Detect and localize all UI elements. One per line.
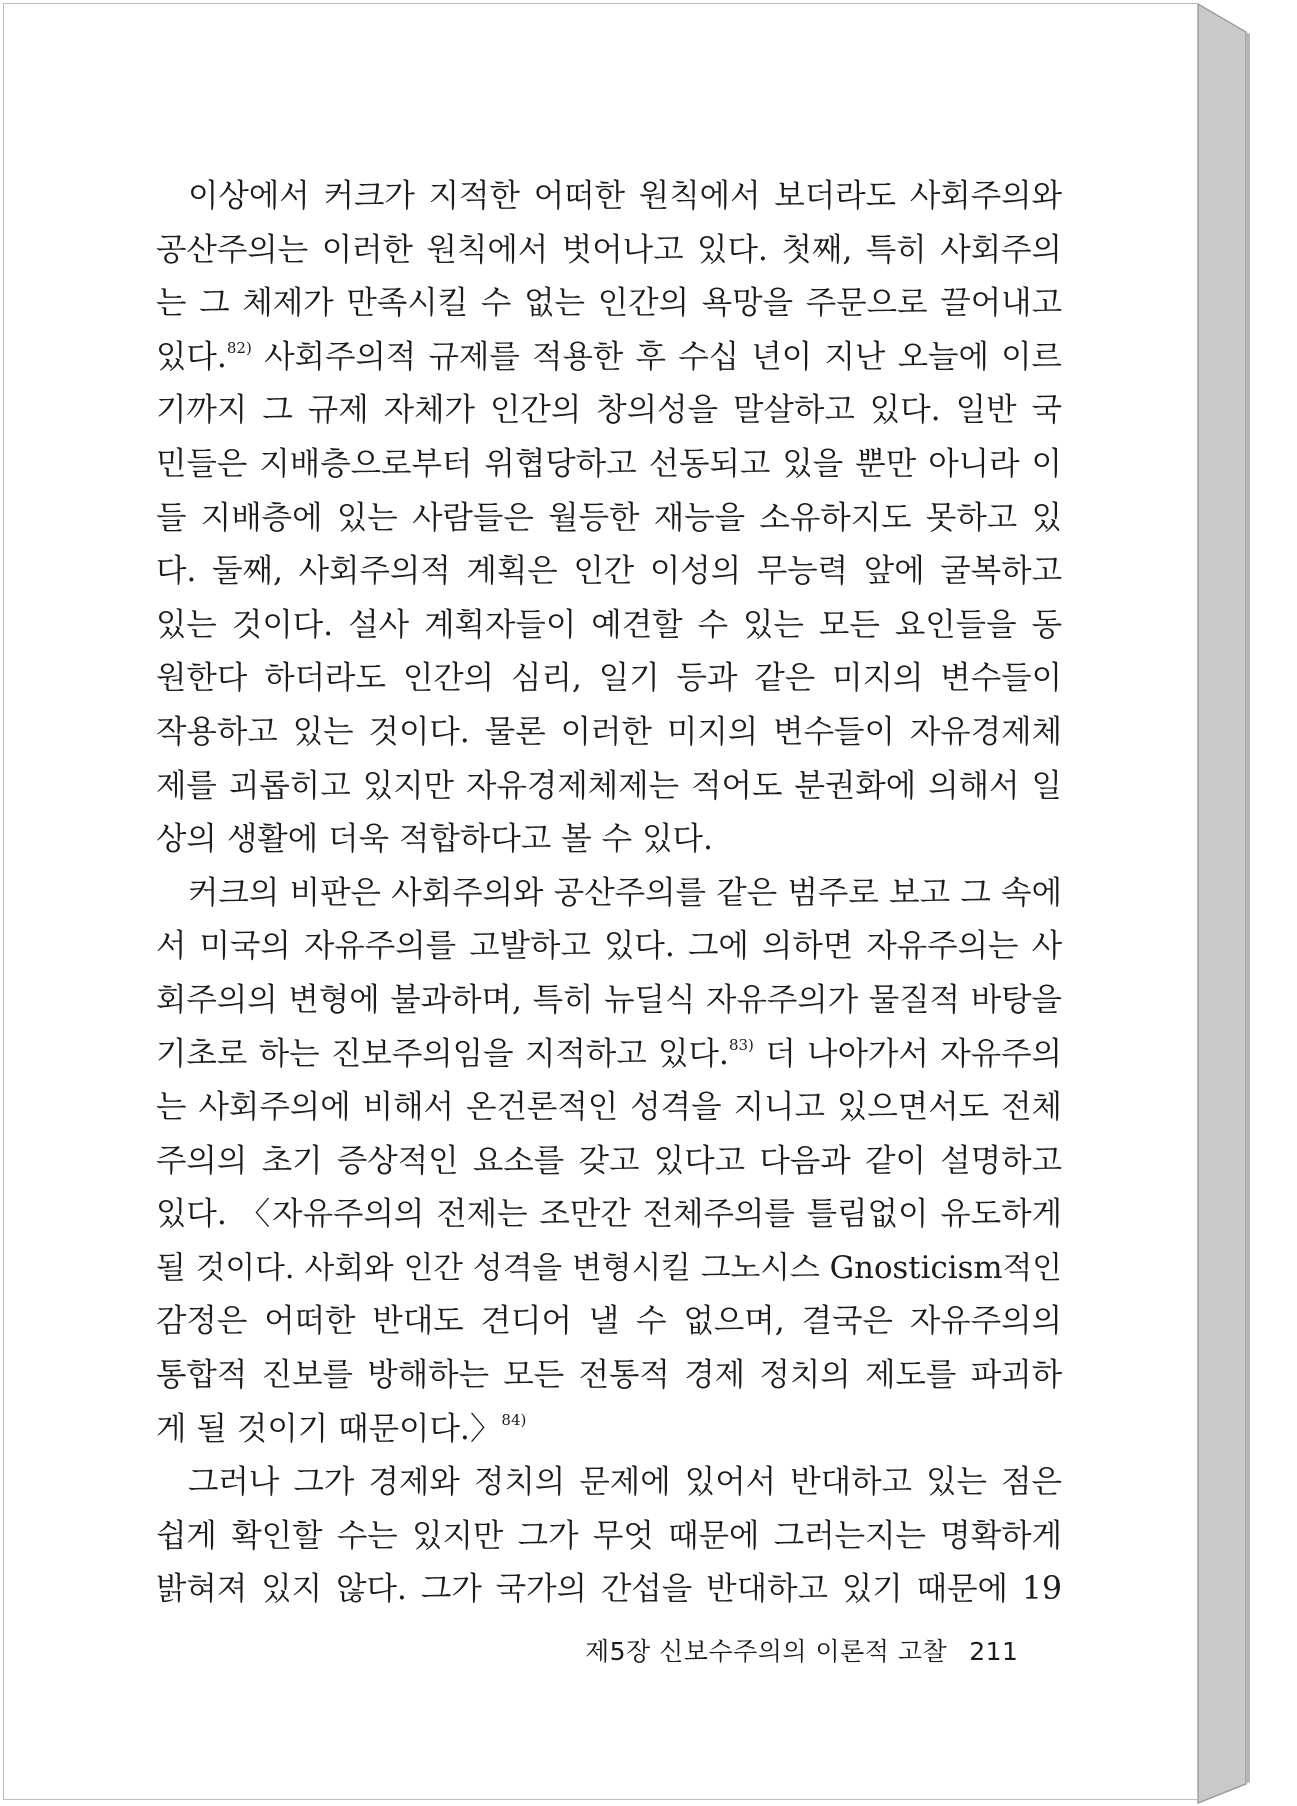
text-line <box>156 438 1062 492</box>
text-segment: 게 될 것이기 때문이다.〉 <box>156 1410 502 1447</box>
text-segment: 있다. 〈자유주의의 전제는 조만간 전체주의를 틀림없이 유도하게 <box>156 1196 1062 1233</box>
text-segment: 민들은 지배층으로부터 위협당하고 선동되고 있을 뿐만 아니라 이 <box>156 445 1062 482</box>
text-segment: 공산주의는 이러한 원칙에서 벗어나고 있다. 첫째, 특히 사회주의 <box>156 231 1062 268</box>
text-segment: 사회주의적 규제를 적용한 후 수십 년이 지난 오늘에 이르 <box>251 338 1062 375</box>
text-segment: 상의 생활에 더욱 적합하다고 볼 수 있다. <box>156 821 713 858</box>
text-segment: 제를 괴롭히고 있지만 자유경제체제는 적어도 분권화에 의해서 일 <box>156 767 1062 804</box>
text-line <box>156 1135 1062 1189</box>
text-segment: 쉽게 확인할 수는 있지만 그가 무엇 때문에 그러는지는 명확하게 <box>156 1517 1062 1554</box>
text-segment: 커크의 비판은 사회주의와 공산주의를 같은 범주로 보고 그 속에 <box>188 874 1062 911</box>
footnote-ref: 84) <box>501 1410 527 1429</box>
text-line <box>156 1456 1062 1510</box>
text-segment: 그러나 그가 경제와 정치의 문제에 있어서 반대하고 있는 점은 <box>188 1464 1062 1501</box>
text-line <box>156 1349 1062 1403</box>
text-segment: 원한다 하더라도 인간의 심리, 일기 등과 같은 미지의 변수들이 <box>156 660 1062 697</box>
text-segment: 기초로 하는 진보주의임을 지적하고 있다. <box>156 1035 729 1072</box>
text-line <box>156 652 1062 706</box>
text-segment: 더 나아가서 자유주의 <box>753 1035 1062 1072</box>
text-segment: 들 지배층에 있는 사람들은 월등한 재능을 소유하지도 못하고 있 <box>156 499 1062 536</box>
text-segment: 작용하고 있는 것이다. 물론 이러한 미지의 변수들이 자유경제체 <box>156 713 1062 750</box>
page-number: 211 <box>969 1637 1019 1666</box>
body-text <box>156 170 1062 1617</box>
text-line <box>156 1028 1062 1082</box>
text-segment: 감정은 어떠한 반대도 견디어 낼 수 없으며, 결국은 자유주의의 <box>156 1303 1062 1340</box>
text-segment: 될 것이다. 사회와 인간 성격을 변형시킬 그노시스 Gnosticism적인 <box>156 1249 1062 1286</box>
text-line <box>156 1403 1062 1457</box>
running-footer <box>585 1632 1018 1668</box>
text-line <box>156 706 1062 760</box>
text-segment: 는 그 체제가 만족시킬 수 없는 인간의 욕망을 주문으로 끌어내고 <box>156 285 1062 322</box>
text-segment: 있는 것이다. 설사 계획자들이 예견할 수 있는 모든 요인들을 동 <box>156 606 1062 643</box>
text-line <box>156 1295 1062 1349</box>
text-segment: 밝혀져 있지 않다. 그가 국가의 간섭을 반대하고 있기 때문에 19 <box>156 1571 1062 1608</box>
text-segment: 서 미국의 자유주의를 고발하고 있다. 그에 의하면 자유주의는 사 <box>156 928 1062 965</box>
page <box>3 3 1198 1800</box>
text-segment: 통합적 진보를 방해하는 모든 전통적 경제 정치의 제도를 파괴하 <box>156 1357 1062 1394</box>
text-line <box>156 1510 1062 1564</box>
text-line <box>156 331 1062 385</box>
text-line <box>156 492 1062 546</box>
text-line <box>156 1188 1062 1242</box>
text-segment: 이상에서 커크가 지적한 어떠한 원칙에서 보더라도 사회주의와 <box>188 178 1062 214</box>
text-line <box>156 1081 1062 1135</box>
chapter-title: 제5장 신보수주의의 이론적 고찰 <box>585 1637 948 1666</box>
text-segment: 는 사회주의에 비해서 온건론적인 성격을 지니고 있으면서도 전체 <box>156 1089 1062 1126</box>
text-segment: 기까지 그 규제 자체가 인간의 창의성을 말살하고 있다. 일반 국 <box>156 392 1062 429</box>
text-segment: 주의의 초기 증상적인 요소를 갖고 있다고 다음과 같이 설명하고 <box>156 1142 1062 1179</box>
text-line <box>156 974 1062 1028</box>
text-segment: 회주의의 변형에 불과하며, 특히 뉴딜식 자유주의가 물질적 바탕을 <box>156 981 1062 1018</box>
text-line <box>156 545 1062 599</box>
text-line <box>156 813 1062 867</box>
text-line <box>156 599 1062 653</box>
text-segment: 다. 둘째, 사회주의적 계획은 인간 이성의 무능력 앞에 굴복하고 <box>156 553 1062 590</box>
text-line <box>156 277 1062 331</box>
text-line <box>156 1242 1062 1296</box>
text-line <box>156 760 1062 814</box>
text-line <box>156 1563 1062 1617</box>
text-line <box>156 224 1062 278</box>
text-line <box>156 920 1062 974</box>
text-line <box>156 384 1062 438</box>
text-line <box>156 867 1062 921</box>
text-segment: 있다. <box>156 338 227 375</box>
text-line <box>156 170 1062 224</box>
footnote-ref: 83) <box>728 1035 754 1054</box>
footnote-ref: 82) <box>226 338 252 357</box>
